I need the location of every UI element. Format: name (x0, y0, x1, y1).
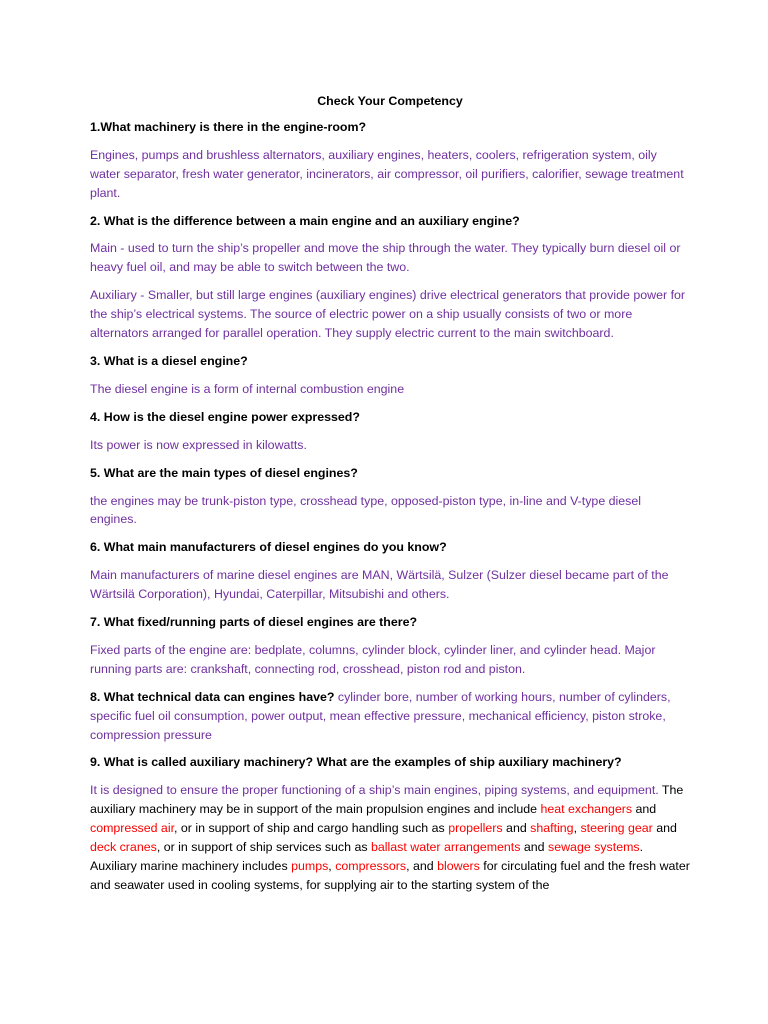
term-propellers: propellers (448, 821, 503, 836)
term-steering-gear: steering gear (580, 821, 653, 836)
answer-9-text: , or in support of ship services such as (156, 840, 371, 855)
question-8: 8. What technical data can engines have? (90, 689, 335, 704)
term-blowers: blowers (437, 859, 480, 873)
answer-8: cylinder bore, number of working hours, number of cylinders, specific fuel oil consumption, power output, mean effective pressure, mechanical efficiency, piston stroke, compression pressure (90, 689, 671, 742)
answer-1: Engines, pumps and brushless alternators, auxiliary engines, heaters, coolers, refrigeration system, oily water separator, fresh water generator, incinerators, air compressor, oil purifiers, calorifier, sewage treatment plant. (90, 147, 684, 200)
document-content (90, 92, 690, 895)
page-title: Check Your Competency (317, 94, 463, 108)
answer-9-text: The auxiliary machinery may be in support of the main propulsion engines and include (90, 783, 684, 817)
answer-9-text: . Auxiliary marine machinery includes (90, 840, 644, 873)
answer-5: the engines may be trunk-piston type, crosshead type, opposed-piston type, in-line and V-type diesel engines. (90, 493, 642, 527)
term-heat-exchangers: heat exchangers (540, 802, 633, 817)
term-deck-cranes: deck cranes (90, 840, 157, 855)
answer-9-text: and (632, 802, 657, 817)
answer-9-text: and (520, 840, 549, 855)
term-compressed-air: compressed air (90, 821, 175, 836)
answer-9-text: , and (406, 859, 438, 873)
question-5: 5. What are the main types of diesel engines? (90, 465, 358, 480)
answer-9 (90, 781, 690, 894)
term-shafting: shafting (530, 821, 574, 836)
answer-9-intro: It is designed to ensure the proper functioning of a ship’s main engines, piping systems, and equipment. (90, 783, 659, 798)
answer-9-text: and (652, 821, 677, 836)
answer-2-auxiliary: Auxiliary - Smaller, but still large engines (auxiliary engines) drive electrical generators that provide power for the ship’s electrical systems. The source of electric power on a ship usually consists of two or more alternators arranged for parallel operation. They supply electric current to the main switchboard. (90, 288, 686, 341)
answer-7: Fixed parts of the engine are: bedplate, columns, cylinder block, cylinder liner, and cylinder head. Major running parts are: crankshaft, connecting rod, crosshead, piston rod and piston. (90, 642, 656, 676)
question-4: 4. How is the diesel engine power expressed? (90, 409, 360, 424)
term-sewage-systems: sewage systems (548, 840, 640, 855)
question-8-paragraph (90, 688, 690, 745)
answer-9-text: and (502, 821, 531, 836)
term-ballast-water-arrangements: ballast water arrangements (371, 840, 521, 855)
question-1: 1.What machinery is there in the engine-room? (90, 119, 367, 134)
question-7: 7. What fixed/running parts of diesel engines are there? (90, 615, 418, 630)
question-2: 2. What is the difference between a main engine and an auxiliary engine? (90, 213, 520, 228)
answer-6: Main manufacturers of marine diesel engines are MAN, Wärtsilä, Sulzer (Sulzer diesel became part of the Wärtsilä Corporation), Hyundai, Caterpillar, Mitsubishi and others. (90, 568, 669, 602)
answer-2-main: Main - used to turn the ship’s propeller and move the ship through the water. They typically burn diesel oil or heavy fuel oil, and may be able to switch between the two. (90, 241, 681, 275)
answer-9-text: , or in support of ship and cargo handling such as (174, 821, 449, 836)
answer-9-text: for circulating fuel and the fresh water and seawater used in cooling systems, for supplying air to the starting system of the (90, 859, 690, 892)
term-pumps: pumps (291, 859, 329, 873)
question-6: 6. What main manufacturers of diesel engines do you know? (90, 540, 447, 555)
answer-3: The diesel engine is a form of internal combustion engine (90, 381, 405, 396)
answer-9-text: , (328, 859, 336, 873)
question-9: 9. What is called auxiliary machinery? What are the examples of ship auxiliary machinery? (90, 755, 622, 770)
answer-9-text: , (573, 821, 581, 836)
answer-4: Its power is now expressed in kilowatts. (90, 437, 307, 452)
term-compressors: compressors (335, 859, 407, 873)
question-3: 3. What is a diesel engine? (90, 353, 248, 368)
